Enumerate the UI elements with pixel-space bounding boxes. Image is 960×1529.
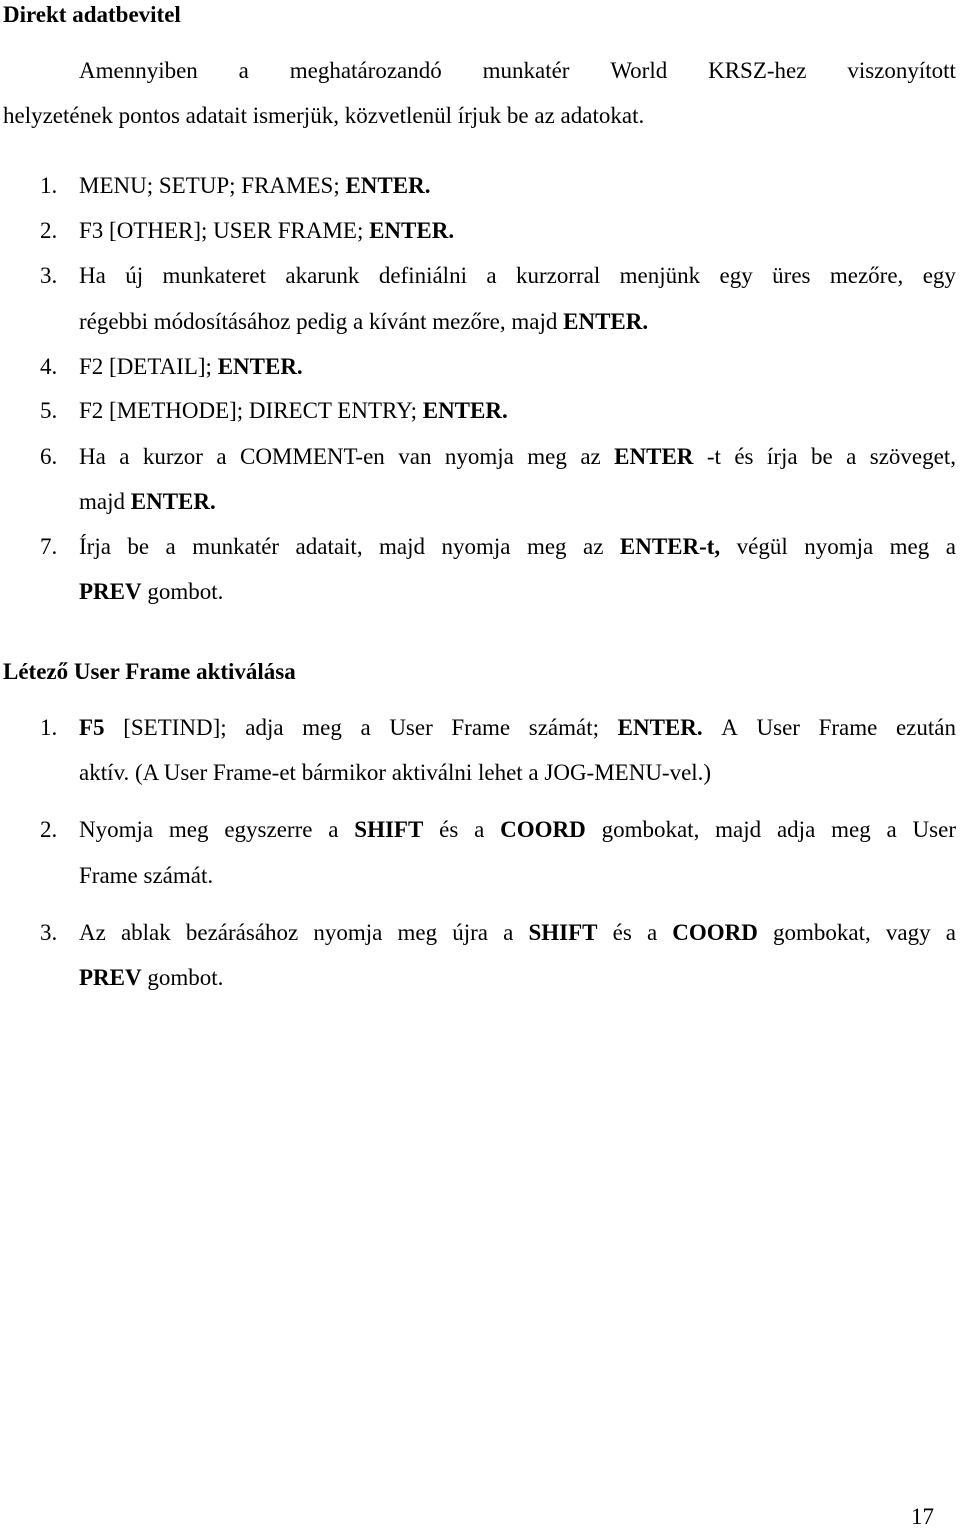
word: adja xyxy=(776,817,816,842)
list-item-continuation xyxy=(79,310,648,333)
step-text: majd xyxy=(79,489,131,514)
word: be xyxy=(127,534,150,559)
word: Frame xyxy=(451,715,511,740)
word: a xyxy=(486,263,497,288)
list-number: 2. xyxy=(40,218,58,243)
word: a xyxy=(360,715,371,740)
word: Nyomja xyxy=(79,817,154,842)
step-bold: ENTER. xyxy=(130,489,216,514)
step-text: Ha a kurzor a COMMENT-en van nyomja meg az xyxy=(79,444,615,469)
word: User xyxy=(389,715,433,740)
word: egyszerre xyxy=(224,817,313,842)
list-number: 6. xyxy=(40,444,58,469)
word: a xyxy=(945,534,956,559)
list-item-text xyxy=(79,174,430,197)
word: meg xyxy=(526,534,567,559)
list-item-continuation xyxy=(79,490,216,513)
section-heading-direct-input: Direkt adatbevitel xyxy=(3,2,181,27)
word: akarunk xyxy=(285,263,360,288)
word: nyomja xyxy=(804,534,874,559)
list-number: 7. xyxy=(40,534,58,559)
word: User xyxy=(912,817,956,842)
word: gombokat, xyxy=(601,817,700,842)
word-bold: SHIFT xyxy=(354,817,424,842)
step-text: F2 [METHODE]; DIRECT ENTRY; xyxy=(79,398,423,423)
word: meg xyxy=(831,817,871,842)
word: vagy xyxy=(885,920,931,945)
list-item-text xyxy=(79,716,956,739)
word: az xyxy=(583,534,604,559)
word: munkateret xyxy=(162,263,266,288)
page-number: 17 xyxy=(911,1504,934,1529)
list-item-continuation xyxy=(79,966,223,989)
word: meghatározandó xyxy=(289,58,442,83)
word: egy xyxy=(719,263,753,288)
word: a xyxy=(646,920,658,945)
word: és xyxy=(439,817,459,842)
word: újra xyxy=(452,920,489,945)
word: nyomja xyxy=(313,920,383,945)
word: adatait, xyxy=(295,534,363,559)
step-bold: PREV xyxy=(79,965,142,990)
word-bold: F5 xyxy=(79,715,105,740)
step-text: F3 [OTHER]; USER FRAME; xyxy=(79,218,370,243)
list-item-text xyxy=(79,535,956,558)
list-item-text xyxy=(79,399,508,422)
list-item-text xyxy=(79,219,454,242)
step-bold: ENTER. xyxy=(217,354,303,379)
word: a xyxy=(328,817,339,842)
word: majd xyxy=(379,534,426,559)
list-number: 2. xyxy=(40,817,58,842)
list-number: 3. xyxy=(40,920,58,945)
word: Írja xyxy=(79,534,111,559)
word: nyomja xyxy=(441,534,511,559)
word: a xyxy=(165,534,176,559)
step-text: régebbi módosításához pedig a kívánt mezőre, majd xyxy=(79,309,564,334)
list-item-text xyxy=(79,264,956,287)
word: a xyxy=(474,817,485,842)
word: definiálni xyxy=(378,263,467,288)
word: kurzorral xyxy=(515,263,601,288)
word: ezután xyxy=(895,715,956,740)
word: Amennyiben xyxy=(79,58,198,83)
word: munkatér xyxy=(192,534,280,559)
section-heading-activate-user-frame: Létező User Frame aktiválása xyxy=(3,659,296,684)
list-number: 1. xyxy=(40,173,58,198)
word: meg xyxy=(397,920,438,945)
word-bold: SHIFT xyxy=(528,920,598,945)
word-bold: COORD xyxy=(500,817,586,842)
word: adja xyxy=(245,715,284,740)
word: munkatér xyxy=(482,58,570,83)
word: a xyxy=(945,920,956,945)
word: meg xyxy=(168,817,209,842)
step-bold: ENTER. xyxy=(422,398,508,423)
list-item-continuation xyxy=(79,580,223,603)
word: mezőre, xyxy=(829,263,904,288)
word: meg xyxy=(302,715,342,740)
word: [SETIND]; xyxy=(123,715,227,740)
word: ablak xyxy=(120,920,171,945)
word: bezárásához xyxy=(185,920,299,945)
word-bold: COORD xyxy=(672,920,758,945)
step-text: gombot. xyxy=(141,579,224,604)
word: üres xyxy=(772,263,811,288)
step-bold: ENTER xyxy=(614,444,694,469)
word: végül xyxy=(736,534,788,559)
step-text: gombot. xyxy=(141,965,224,990)
step-text: MENU; SETUP; FRAMES; ENTER. xyxy=(79,173,431,198)
word: egy xyxy=(922,263,956,288)
word: és xyxy=(612,920,632,945)
list-number: 5. xyxy=(40,398,58,423)
word-bold: ENTER-t, xyxy=(619,534,721,559)
word: A xyxy=(721,715,738,740)
word: User xyxy=(756,715,800,740)
intro-paragraph-line1 xyxy=(79,59,956,82)
list-number: 1. xyxy=(40,715,58,740)
step-bold: ENTER. xyxy=(369,218,455,243)
intro-paragraph-line2: helyzetének pontos adatait ismerjük, közvetlenül írjuk be az adatokat. xyxy=(3,103,645,128)
list-item-text xyxy=(79,921,956,944)
word: menjünk xyxy=(619,263,701,288)
word: Ha xyxy=(79,263,106,288)
step-bold: PREV xyxy=(79,579,142,604)
word: számát; xyxy=(528,715,600,740)
word: a xyxy=(503,920,514,945)
word-bold: ENTER. xyxy=(617,715,703,740)
list-item-text xyxy=(79,445,956,468)
step-text: -t és írja be a szöveget, xyxy=(693,444,956,469)
word: új xyxy=(125,263,144,288)
word: gombokat, xyxy=(773,920,871,945)
list-number: 3. xyxy=(40,263,58,288)
word: meg xyxy=(889,534,930,559)
word: World xyxy=(610,58,668,83)
word: a xyxy=(886,817,897,842)
word: majd xyxy=(715,817,762,842)
list-item-text xyxy=(79,818,956,841)
word: viszonyított xyxy=(847,58,956,83)
list-item-text xyxy=(79,355,303,378)
list-item-continuation: Frame számát. xyxy=(79,863,214,888)
list-item-continuation: aktív. (A User Frame-et bármikor aktiválni lehet a JOG-MENU-vel.) xyxy=(79,760,712,785)
list-number: 4. xyxy=(40,354,58,379)
word: KRSZ-hez xyxy=(708,58,807,83)
word: Frame xyxy=(818,715,878,740)
step-text: F2 [DETAIL]; xyxy=(79,354,218,379)
word: a xyxy=(238,58,249,83)
step-bold: ENTER. xyxy=(563,309,649,334)
word: Az xyxy=(79,920,106,945)
